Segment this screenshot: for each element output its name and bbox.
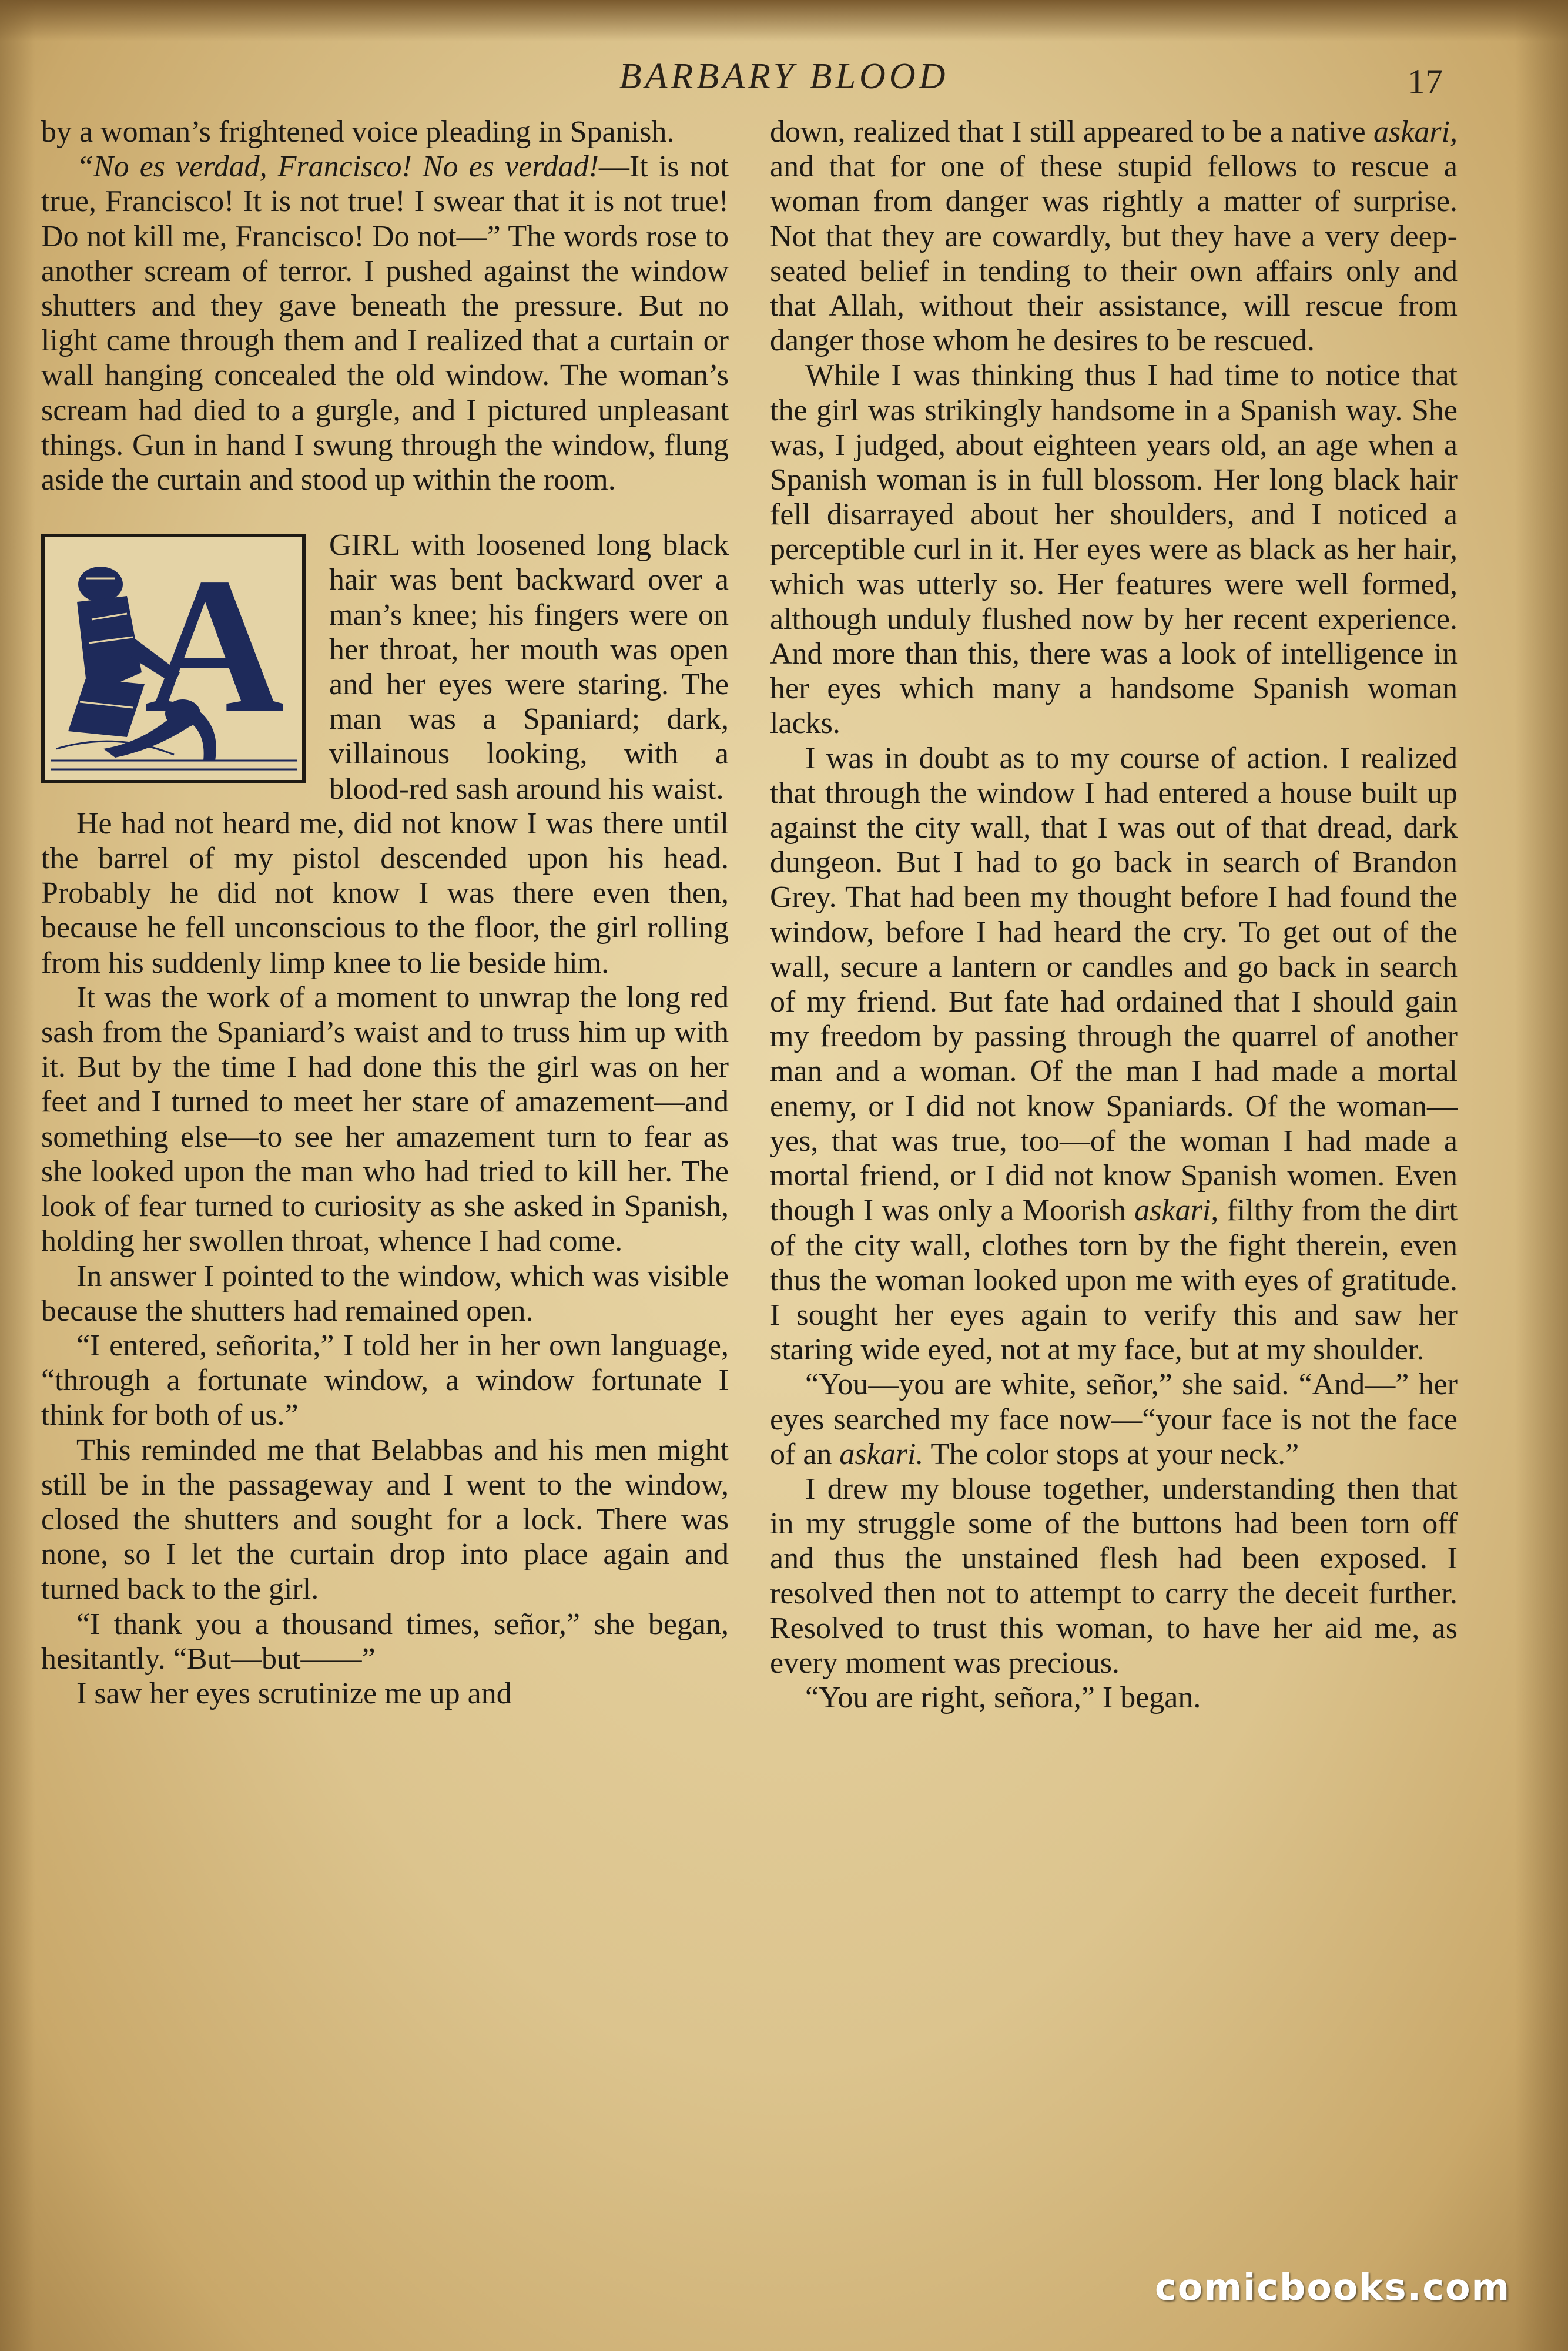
italic-term: askari, [1134, 1194, 1219, 1228]
paragraph: I drew my blouse together, understanding then that in my struggle some of the buttons had been torn off and thus the unstained flesh had been exposed. I resolved then not to attempt to carry the deceit further. Resolved to trust this woman, to have her aid me, as every moment was precious. [770, 1472, 1458, 1680]
quote-paragraph [41, 149, 729, 497]
paragraph: “I thank you a thousand times, señor,” she began, hesitantly. “But—but——” [41, 1607, 729, 1676]
italic-term: askari, [1373, 115, 1458, 149]
page-edge-shadow-left [0, 0, 35, 2351]
text-run: down, realized that I still appeared to be a native [770, 115, 1373, 149]
paragraph: He had not heard me, did not know I was there until the barrel of my pistol descended upon his head. Probably he did not know I was there even then, because he fell unconscious to the floor, the girl rolling from his suddenly limp knee to lie beside him. [41, 806, 729, 980]
left-column [41, 115, 729, 1711]
paragraph [770, 115, 1458, 358]
paragraph: The words rose to another scream of terror. I pushed against the window shutters and they gave beneath the pressure. But no light came through them and I realized that a curtain or wall hanging concealed the old window. The woman’s scream had died to a gurgle, and I pictured unpleasant things. Gun in hand I swung through the window, flung aside the curtain and stood up within the room. [41, 219, 729, 497]
english-quote: —It is not true, Francisco! It is not true! I swear that it is not true! Do not kill me, Francisco! Do not—” [41, 150, 729, 253]
paragraph: “You are right, señora,” I began. [805, 1681, 1201, 1715]
spanish-quote: “No es verdad, Francisco! No es verdad! [76, 150, 599, 184]
page-edge-shadow-top [0, 0, 1568, 41]
page-edge-shadow-right [1515, 0, 1568, 2351]
paragraph [770, 741, 1458, 1368]
page-number: 17 [1408, 62, 1443, 101]
site-watermark: comicbooks.com [1155, 2266, 1511, 2309]
paragraph: It was the work of a moment to unwrap the long red sash from the Spaniard’s waist and to truss him up with it. But by the time I had done this the girl was on her feet and I turned to meet her stare of amazement—and something else—to see her amazement turn to fear as she looked upon the man who had tried to kill her. The look of fear turned to curiosity as she asked in Spanish, holding her swollen throat, whence I had come. [41, 980, 729, 1258]
text-run: I was in doubt as to my course of action. I realized that through the window I had entered a house built up against the city wall, that I was out of that dread, dark dungeon. But I had to go back in search of Brandon Grey. That had been my thought before I had found the window, before I had heard the cry. To get out of the wall, secure a lantern or candles and go back in search of my friend. But fate had ordained that I should gain my freedom by passing through the quarrel of another man and a woman. Of the man I had made a mortal enemy, or I did not know Spaniards. Of the woman—yes, that was true, too—of the woman I had made a mortal friend, or I did not know Spanish women. Even though I was only a Moorish [770, 741, 1458, 1228]
text-run: filthy from the dirt of the city wall, clothes torn by the fight therein, even thus the woman looked upon me with eyes of gratitude. I sought her eyes again to verify this and saw her staring wide eyed, not at my face, but at my shoulder. [770, 1194, 1458, 1367]
text-run: “You—you are white, señor,” she said. “And—” her eyes searched my face now—“your face is not the face of an [770, 1368, 1458, 1471]
right-column [770, 115, 1458, 1715]
drop-cap-paragraph: GIRL with loosened long black hair was bent backward over a man’s knee; his fingers were on her throat, her mouth was open and her eyes were staring. The man was a Spaniard; dark, villainous looking, with a blood-red sash around his waist. [329, 528, 729, 806]
illustrated-drop-cap [41, 534, 306, 783]
italic-term: askari. [839, 1437, 924, 1471]
paragraph: While I was thinking thus I had time to notice that the girl was strikingly handsome in a Spanish way. She was, I judged, about eighteen years old, an age when a Spanish woman is in full blossom. Her long black hair fell disarrayed about her shoulders, and I noticed a perceptible curl in it. Her eyes were as black as her hair, which was utterly so. Her features were well formed, although unduly flushed now by her recent experience. And more than this, there was a look of intelligence in her eyes which many a handsome Spanish woman lacks. [770, 359, 1458, 741]
paragraph: In answer I pointed to the window, which was visible because the shutters had remained open. [41, 1259, 729, 1328]
paragraph [770, 1367, 1458, 1472]
paragraph: by a woman’s frightened voice pleading in Spanish. [41, 115, 675, 149]
text-run: and that for one of these stupid fellows to rescue a woman from danger was rightly a matter of surprise. Not that they are cowardly, but they have a very deep-seated belief in tending to their own affairs only and that Allah, without their assistance, will rescue from danger those whom he desires to be rescued. [770, 150, 1458, 358]
paragraph: I saw her eyes scrutinize me up and [76, 1676, 512, 1710]
paragraph: This reminded me that Belabbas and his men might still be in the passageway and I went to the window, closed the shutters and sought for a lock. There was none, so I let the curtain drop into place again and turned back to the girl. [41, 1433, 729, 1606]
text-run: The color stops at your neck.” [923, 1437, 1299, 1471]
paragraph: “I entered, señorita,” I told her in her own language, “through a fortunate window, a window fortunate I think for both of us.” [41, 1328, 729, 1432]
drop-cap-letter: A [144, 538, 284, 753]
section-spacer [41, 497, 729, 528]
running-title: BARBARY BLOOD [619, 56, 949, 96]
